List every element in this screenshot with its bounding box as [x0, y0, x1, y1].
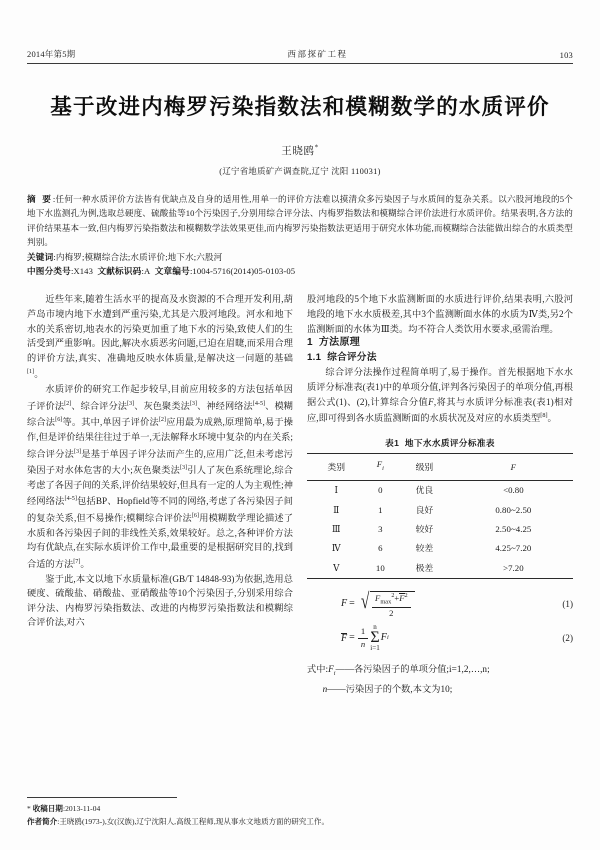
ref-marker: [8] [540, 412, 548, 420]
column-header-category: 类别 [307, 454, 366, 480]
left-paragraph-1 [27, 292, 293, 382]
received-label: 收稿日期 [32, 804, 63, 813]
section-heading-1-1 [307, 351, 573, 366]
keywords-colon: : [53, 251, 56, 262]
table-row [307, 520, 573, 539]
cell-fi: 1 [378, 504, 383, 515]
cell-f: <0.80 [503, 485, 524, 496]
keywords-line [27, 250, 573, 264]
table-header-row [307, 454, 573, 480]
equation-where-block [307, 662, 573, 696]
ref-marker: [7] [73, 557, 81, 565]
table-row [307, 480, 573, 500]
table-row [307, 500, 573, 519]
section-1-1-title: 综合评分法 [327, 351, 377, 363]
right-column [307, 292, 573, 696]
section-1-1-number: 1.1 [307, 351, 322, 363]
cell-fi: 10 [366, 558, 395, 578]
cell-f: 4.25~7.20 [495, 543, 532, 554]
equation-1-body [307, 587, 562, 619]
left-paragraph-3: 鉴于此,本文以地下水质量标准(GB/T 14848-93)为依据,选用总硬度、硫酸盐、硝酸盐、亚硝酸盐等10个污染因子,分别采用综合评分法、内梅罗污染指数法、改进的内梅罗污染指数法和模糊综合评价法,对六 [27, 573, 293, 628]
author-label: 王晓鸥 [281, 146, 315, 157]
cell-level: 优良 [415, 485, 434, 496]
abstract-label: 摘 要 [27, 194, 53, 204]
clc-value: :X143 [70, 266, 93, 277]
page-title: 基于改进内梅罗污染指数法和模糊数学的水质评价 [50, 95, 550, 119]
equation-1-number: (1) [562, 599, 573, 610]
right-paragraph-continued: 股河地段的5个地下水监测断面的水质进行评价,结果表明,六股河地段的地下水水质极差,其中3个监测断面水体的水质为Ⅳ类,另2个监测断面的水体为Ⅲ类。均不符合人类饮用水要求,亟需治理。 [307, 294, 573, 334]
abstract-colon: : [52, 194, 56, 204]
keywords-text: 内梅罗;模糊综合法;水质评价;地下水;六股河 [55, 251, 223, 262]
author-footnote-mark: * [314, 143, 319, 152]
left-p2-seg2: 、综合评分法 [71, 400, 127, 411]
cell-level: 极差 [395, 558, 454, 578]
ref-marker: [3] [126, 399, 135, 407]
classification-line [27, 264, 573, 278]
sigma-upper-limit: n [373, 623, 377, 632]
water-quality-score-table [307, 453, 573, 578]
where-colon: : [325, 664, 329, 675]
fraction-denominator: 2 [389, 607, 394, 618]
left-column [27, 292, 293, 696]
sigma-lower-limit: i=1 [370, 644, 380, 653]
footnote-mark: * [27, 804, 31, 813]
article-id-value: :1004-5716(2014)05-0103-05 [189, 266, 296, 277]
method-symbol-f: F [428, 396, 434, 407]
fraction-numerator [372, 593, 411, 608]
fraction [358, 627, 368, 650]
equation-2-body [307, 624, 562, 652]
left-paragraph-2 [27, 382, 293, 572]
table-row [307, 539, 573, 558]
method-seg-end: 。 [547, 413, 557, 424]
cell-fi: 0 [378, 485, 383, 496]
fi-subscript: i [382, 465, 384, 473]
doc-code-label: 文献标识码 [97, 266, 142, 277]
footnote-received-date [27, 803, 573, 816]
eq1-fbar: F [399, 592, 405, 603]
left-p2-seg8: 是基于单因子评分法而产生的,应用广泛,但未考虑污染因子对水体危害的大小;灰色聚类法 [27, 448, 294, 476]
ref-marker: [4-5] [252, 399, 266, 407]
cell-fi: 3 [378, 523, 383, 534]
eq2-term: F [380, 631, 387, 643]
cell-category: Ⅴ [307, 558, 366, 578]
table-caption-text: 地下水水质评分标准表 [404, 437, 495, 448]
where-line-1: ——各污染因子的单项分值;i=1,2,…,n; [335, 664, 490, 675]
where-symbol-fi-sub: i [333, 669, 336, 677]
left-p2-seg7: 应用最为成熟,原理简单,易于操作,但是评价结果往往过于单一,无法解释水环境中复杂的内在关系;综合评分法 [27, 417, 293, 459]
fi-symbol: F [376, 459, 383, 470]
equation-2 [307, 624, 573, 652]
table-caption [307, 436, 573, 451]
cell-f: 0.80~2.50 [495, 504, 532, 515]
left-p2-seg4: 、神经网络法 [197, 400, 253, 411]
ref-marker: [4-5] [64, 495, 77, 503]
section-1-title: 方法原理 [318, 337, 361, 349]
cell-level: 良好 [415, 504, 434, 515]
fraction-numerator: 1 [358, 627, 368, 639]
cell-category: Ⅲ [332, 523, 341, 534]
ref-marker: [6] [191, 512, 200, 520]
method-seg-b: ,将其与水质评分标准表(表1)相对应,即可得到各水质监测断面的水质状况及对应的水质类型 [307, 396, 574, 424]
fraction [372, 593, 411, 619]
cell-level: 较好 [415, 523, 434, 534]
footnotes-block [27, 797, 573, 828]
where-symbol-n: n [322, 683, 328, 694]
ref-marker: [3] [189, 399, 198, 407]
right-paragraph-method [307, 365, 573, 425]
section-heading-1 [307, 336, 573, 351]
ref-marker: [3] [74, 447, 82, 455]
column-header-fi [366, 454, 395, 480]
ref-marker: [2] [158, 416, 167, 424]
left-p2-seg3: 、灰色聚类法 [134, 400, 190, 411]
author-affiliation: (辽宁省地质矿产调查院,辽宁 沈阳 110031) [219, 167, 381, 176]
cell-level: 较差 [415, 543, 434, 554]
eq2-equals: = [349, 631, 355, 643]
eq1-plus: + [394, 592, 400, 603]
radicand [370, 591, 415, 619]
header-divider [27, 63, 573, 64]
cell-category: Ⅳ [331, 543, 341, 554]
author-name [27, 143, 573, 158]
running-head-journal: 西部探矿工程 [287, 49, 348, 59]
abstract-paragraph [27, 192, 573, 250]
abstract-block [27, 192, 573, 278]
table-body [307, 480, 573, 578]
running-head [27, 0, 573, 60]
eq1-fmax-sub: max [380, 598, 392, 606]
cell-category: Ⅱ [333, 504, 340, 515]
where-symbol-fi: F [328, 664, 334, 675]
left-p1-text: 近些年来,随着生活水平的提高及水资源的不合理开发利用,葫芦岛市境内地下水遭到严重污染,尤其是六股河地段。河水和地下水的关系密切,地表水的污染更加重了地下水的污染,致使人们的生活受到严重影响。因此,解决水质恶劣问题,已迫在眉睫,而采用合理的评价方法,真实、准确地反映水体质量,是解决这一问题的基础 [27, 294, 293, 363]
article-id-label: 文章编号 [154, 266, 190, 277]
ref-marker: [6] [55, 416, 63, 424]
where-line-2: ——污染因子的个数,本文为10; [327, 683, 453, 694]
ref-marker: [1] [27, 368, 35, 376]
running-head-page-number: 103 [559, 50, 573, 60]
sigma-glyph: Σ [370, 629, 380, 647]
method-seg-a: 综合评分法操作过程简单明了,易于操作。首先根据地下水水质评分标准表(表1)中的单项分值,评判各污染因子的单项分值,再根据公式(1)、(2),计算综合分值 [307, 367, 573, 407]
running-head-issue: 2014年第5期 [27, 49, 76, 59]
cell-category: Ⅰ [334, 485, 339, 496]
cell-f: 2.50~4.25 [495, 523, 532, 534]
equation-2-number: (2) [562, 632, 573, 643]
left-p1-end: 。 [34, 369, 44, 380]
section-1-number: 1 [307, 337, 313, 349]
fraction-denominator: n [360, 638, 366, 649]
bio-label: 作者简介 [27, 816, 58, 826]
equation-1 [307, 587, 573, 619]
summation-icon [370, 624, 380, 652]
left-p2-seg1: 水质评价的研究工作起步较早,目前应用较多的方法包括单因子评价法 [27, 384, 293, 411]
cell-fi: 6 [378, 543, 383, 554]
eq1-fmax: F [375, 592, 381, 603]
sqrt-icon [359, 587, 415, 619]
eq1-lhs: F [341, 598, 348, 610]
eq1-equals: = [349, 598, 355, 610]
received-value: :2013-11-04 [62, 804, 101, 813]
eq1-fbar-sup: 2 [404, 592, 408, 599]
footnote-divider [27, 797, 177, 798]
table-row [307, 558, 573, 578]
radical-sign: √ [360, 587, 370, 613]
ref-marker: [3] [180, 464, 188, 472]
bio-value: :王晓鸥(1973-),女(汉族),辽宁沈阳人,高级工程师,现从事水文地质方面的研究工作。 [57, 816, 330, 826]
column-header-f: F [454, 454, 573, 480]
eq2-term-sub: i [386, 633, 389, 641]
left-p2-seg6: 等。其中,单因子评价法 [62, 417, 159, 428]
footnote-author-bio [27, 816, 573, 829]
table-caption-label: 表1 [385, 437, 400, 448]
ref-marker: [2] [64, 399, 72, 407]
left-p2-seg11: 用模糊数学理论描述了水质和各污染因子间的非线性关系,效果较好。总之,各种评价方法均有优缺点,在实际水质评价工作中,最重要的是根据研究目的,找到合适的方法 [27, 513, 293, 570]
where-label: 式中 [307, 664, 326, 675]
clc-label: 中图分类号 [27, 266, 71, 277]
left-p2-seg10: 包括BP、Hopfield等不同的网络,考虑了各污染因子间的复杂关系,但不易操作;模糊综合评价法 [27, 496, 293, 524]
keywords-label: 关键词 [27, 251, 54, 262]
eq2-lhs: F [341, 632, 348, 644]
left-p2-seg9: 引人了灰色系统理论,综合考虑了各因子间的关系,评价结果较好,但具有一定的人为主观性;神经网络法 [27, 465, 294, 507]
eq1-fmax-sup: 2 [391, 592, 395, 599]
doc-code-value: :A [141, 266, 151, 277]
column-header-level: 级别 [395, 454, 454, 480]
where-line-2-row [307, 682, 573, 697]
table-head [307, 454, 573, 480]
left-p2-seg12: 。 [80, 559, 90, 570]
body-columns [27, 292, 573, 696]
left-p2-seg5: 、模糊综合法 [27, 400, 293, 428]
abstract-text: 任何一种水质评价方法皆有优缺点及自身的适用性,用单一的评价方法难以摸清众多污染因子与水质间的复杂关系。以六股河地段的5个地下水监测孔为例,选取总硬度、硫酸盐等10个污染因子,分别用综合评分法、内梅罗指数法和模糊综合评价法进行水质评价。结果表明,各方法的评价结果基本一致,但内梅罗污染指数法和模糊数学法效果更佳,而内梅罗污染指数法更适用于研究水体功能,而模糊综合法能做出综合的水质类型判别。 [27, 194, 574, 248]
cell-f: >7.20 [454, 558, 573, 578]
